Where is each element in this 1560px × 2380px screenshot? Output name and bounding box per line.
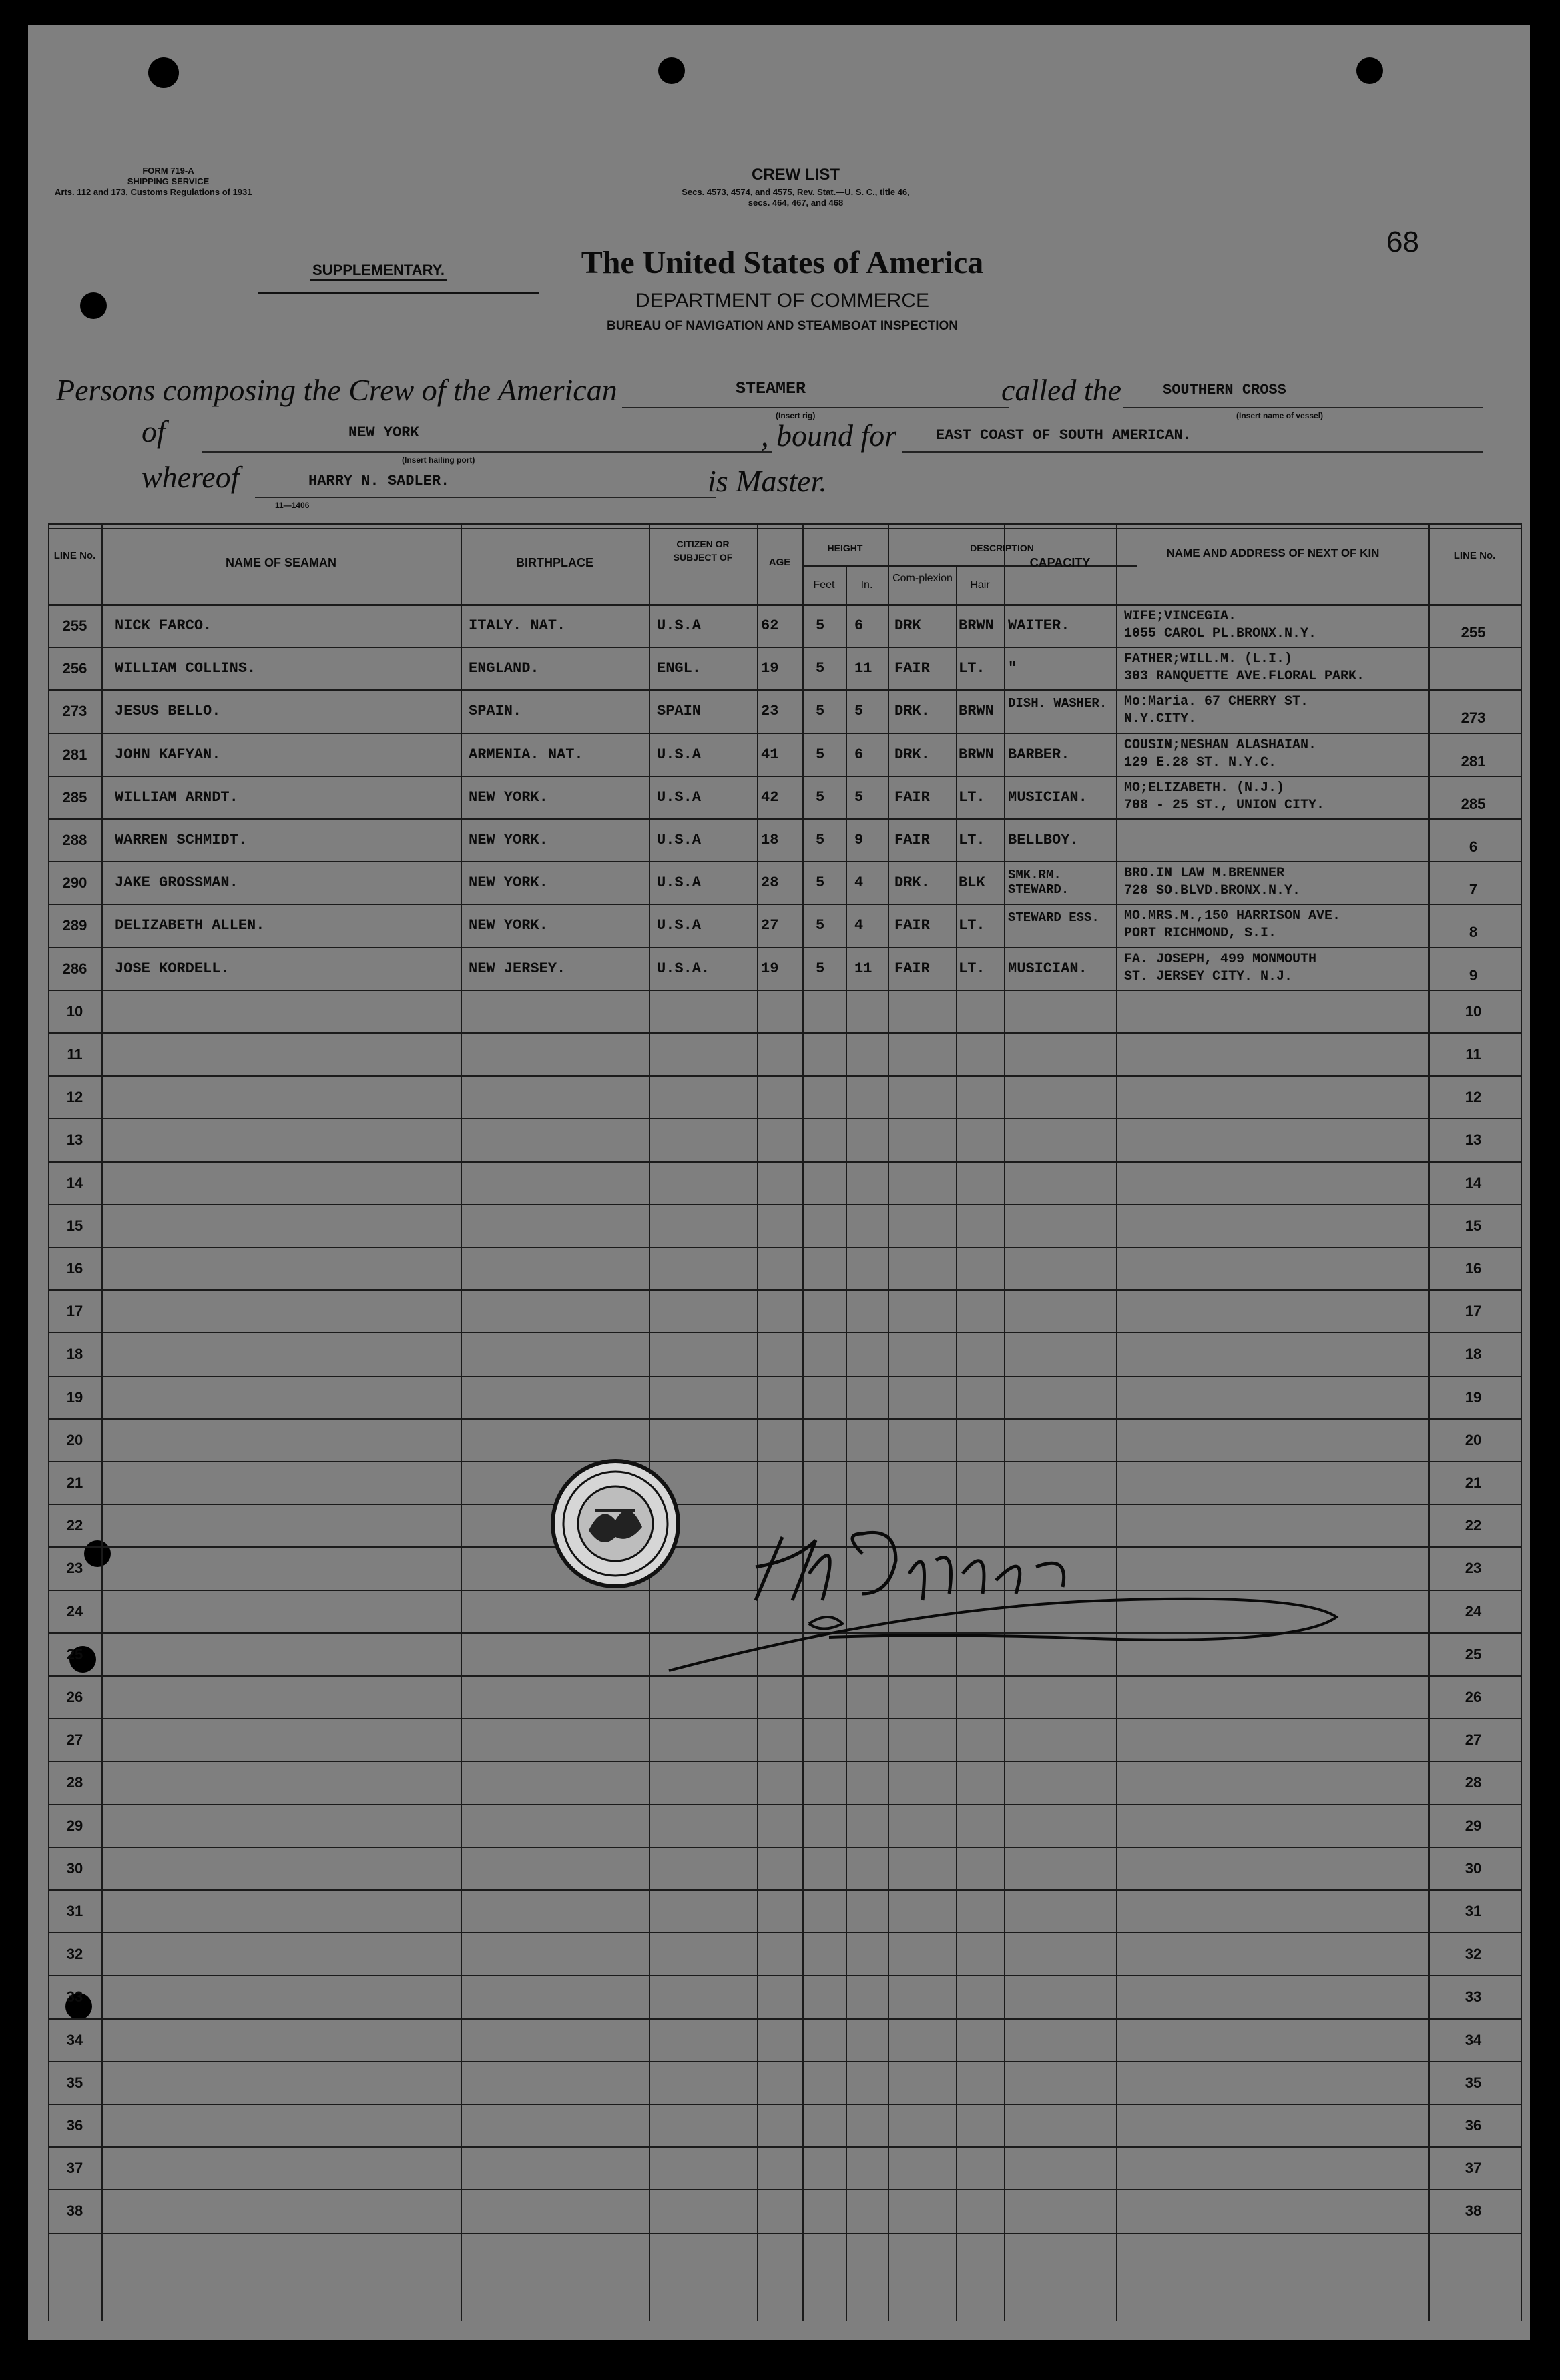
row-rule xyxy=(48,1161,1522,1163)
header-description: DESCRIPTION xyxy=(970,543,1034,553)
cell-feet: 5 xyxy=(816,960,825,977)
master-signature xyxy=(642,1500,1343,1694)
of-label: of xyxy=(142,414,166,449)
line-number: 38 xyxy=(66,2202,83,2220)
header-age: AGE xyxy=(768,557,791,568)
line-number-right: 36 xyxy=(1465,2117,1482,2134)
line-number: 27 xyxy=(66,1731,83,1749)
cell-kin-name: MO.MRS.M.,150 HARRISON AVE. xyxy=(1124,908,1341,924)
line-number-right: 26 xyxy=(1465,1689,1482,1705)
cell-complexion: FAIR xyxy=(894,917,930,934)
row-rule xyxy=(48,1032,1522,1034)
row-rule xyxy=(48,990,1522,991)
cell-inches: 4 xyxy=(854,917,864,934)
rig-value: STEAMER xyxy=(736,379,806,398)
vline xyxy=(956,565,957,2321)
cell-birthplace: NEW YORK. xyxy=(469,917,548,934)
cell-name: WILLIAM ARNDT. xyxy=(115,788,238,806)
cell-capacity: WAITER. xyxy=(1008,617,1070,634)
cell-feet: 5 xyxy=(816,832,825,848)
vline xyxy=(757,523,758,2321)
cell-capacity: DISH. WASHER. xyxy=(1008,696,1107,711)
supplementary-underline xyxy=(258,292,539,294)
cell-complexion: FAIR xyxy=(894,788,930,806)
port-value: NEW YORK xyxy=(348,424,419,441)
cell-age: 19 xyxy=(761,660,779,677)
list-statutes-1: Secs. 4573, 4574, and 4575, Rev. Stat.—U. S. C., title 46, xyxy=(682,187,910,197)
cell-feet: 5 xyxy=(816,874,825,892)
rig-line xyxy=(622,407,1009,408)
cell-feet: 5 xyxy=(816,703,825,720)
cell-hair: BLK xyxy=(959,874,985,892)
line-number-right: 29 xyxy=(1465,1817,1482,1834)
line-number: 17 xyxy=(66,1303,83,1320)
line-number-right: 285 xyxy=(1461,795,1486,812)
cell-name: WARREN SCHMIDT. xyxy=(115,832,248,848)
row-rule xyxy=(48,904,1522,905)
vline xyxy=(846,565,847,2321)
line-number: 256 xyxy=(62,660,87,677)
vline xyxy=(1116,523,1117,2321)
persons-composing-label: Persons composing the Crew of the American xyxy=(56,373,617,407)
line-number-right: 32 xyxy=(1465,1946,1482,1963)
cell-name: JOSE KORDELL. xyxy=(115,960,230,977)
cell-birthplace: ENGLAND. xyxy=(469,660,539,677)
row-rule xyxy=(48,1075,1522,1077)
line-number-right: 21 xyxy=(1465,1474,1482,1491)
cell-birthplace: NEW YORK. xyxy=(469,832,548,848)
cell-complexion: DRK. xyxy=(894,874,930,892)
cell-inches: 6 xyxy=(854,746,864,763)
header-capacity: CAPACITY xyxy=(1029,556,1091,569)
line-number-right: 22 xyxy=(1465,1517,1482,1534)
cell-name: WILLIAM COLLINS. xyxy=(115,660,256,677)
line-number: 15 xyxy=(66,1217,83,1234)
header-citizen: CITIZEN OR SUBJECT OF xyxy=(673,539,733,563)
line-number: 290 xyxy=(62,874,87,892)
vline xyxy=(1521,523,1522,2321)
line-number: 12 xyxy=(66,1089,83,1106)
cell-birthplace: NEW YORK. xyxy=(469,874,548,892)
punch-hole xyxy=(80,292,107,319)
row-rule xyxy=(48,2061,1522,2062)
form-number xyxy=(98,166,238,187)
line-number-right: 11 xyxy=(1465,1046,1481,1063)
cell-citizen: U.S.A xyxy=(657,788,702,806)
cell-complexion: FAIR xyxy=(894,832,930,848)
line-number-right: 12 xyxy=(1465,1089,1482,1106)
line-number-right: 38 xyxy=(1465,2202,1482,2220)
row-rule xyxy=(48,776,1522,777)
row-rule xyxy=(48,2189,1522,2190)
row-rule xyxy=(48,1247,1522,1248)
line-number: 289 xyxy=(62,917,87,934)
form-regulations: Arts. 112 and 173, Customs Regulations of 1931 xyxy=(55,187,252,197)
header-complexion: Com-plexion xyxy=(892,573,953,584)
cell-hair: LT. xyxy=(959,917,985,934)
crew-table xyxy=(48,523,1522,2321)
cell-age: 27 xyxy=(761,917,779,934)
line-number: 33 xyxy=(66,1988,83,2006)
cell-hair: BRWN xyxy=(959,746,994,763)
cell-citizen: U.S.A xyxy=(657,832,702,848)
cell-feet: 5 xyxy=(816,746,825,763)
cell-capacity: MUSICIAN. xyxy=(1008,788,1087,806)
cell-kin-address: 1055 CAROL PL.BRONX.N.Y. xyxy=(1124,626,1317,641)
row-rule xyxy=(48,2104,1522,2105)
row-rule xyxy=(48,2233,1522,2234)
row-rule xyxy=(48,1847,1522,1848)
line-number: 286 xyxy=(62,960,87,977)
is-master-label: is Master. xyxy=(708,464,827,498)
cell-birthplace: NEW YORK. xyxy=(469,788,548,806)
cell-age: 18 xyxy=(761,832,779,848)
punch-hole xyxy=(148,57,179,88)
port-line xyxy=(202,451,772,453)
row-rule xyxy=(48,1289,1522,1291)
row-rule xyxy=(48,1975,1522,1976)
cell-kin-address: N.Y.CITY. xyxy=(1124,711,1197,727)
cell-name: JAKE GROSSMAN. xyxy=(115,874,238,892)
row-rule xyxy=(48,818,1522,820)
line-number: 25 xyxy=(66,1645,83,1663)
destination-line xyxy=(902,451,1483,453)
cell-feet: 5 xyxy=(816,788,825,806)
cell-capacity: BARBER. xyxy=(1008,746,1070,763)
cell-capacity: " xyxy=(1008,660,1017,677)
row-rule xyxy=(48,2146,1522,2148)
row-rule xyxy=(48,861,1522,862)
cell-complexion: FAIR xyxy=(894,960,930,977)
bound-for-label: , bound for xyxy=(761,418,897,453)
cell-kin-name: BRO.IN LAW M.BRENNER xyxy=(1124,866,1285,882)
cell-hair: LT. xyxy=(959,832,985,848)
row-rule xyxy=(48,1204,1522,1205)
line-number: 26 xyxy=(66,1689,83,1705)
cell-birthplace: SPAIN. xyxy=(469,703,522,720)
vline xyxy=(802,523,804,2321)
cell-feet: 5 xyxy=(816,917,825,934)
cell-complexion: FAIR xyxy=(894,660,930,677)
vline xyxy=(888,523,889,2321)
cell-name: JOHN KAFYAN. xyxy=(115,746,221,763)
line-number-right: 17 xyxy=(1465,1303,1482,1320)
line-number: 30 xyxy=(66,1859,83,1877)
line-number: 288 xyxy=(62,832,87,848)
line-number-right: 25 xyxy=(1465,1645,1482,1663)
cell-kin-name: COUSIN;NESHAN ALASHAIAN. xyxy=(1124,737,1317,753)
vline xyxy=(1004,523,1005,2321)
line-number-right: 30 xyxy=(1465,1859,1482,1877)
cell-citizen: U.S.A. xyxy=(657,960,710,977)
header-birthplace: BIRTHPLACE xyxy=(516,556,593,569)
cell-complexion: DRK. xyxy=(894,746,930,763)
line-number: 18 xyxy=(66,1346,83,1363)
line-number: 35 xyxy=(66,2074,83,2091)
table-border-top xyxy=(48,523,1522,525)
cell-citizen: U.S.A xyxy=(657,746,702,763)
cell-hair: LT. xyxy=(959,788,985,806)
cell-birthplace: ITALY. NAT. xyxy=(469,617,566,634)
row-rule xyxy=(48,1118,1522,1119)
line-number-right: 34 xyxy=(1465,2031,1482,2048)
cell-citizen: ENGL. xyxy=(657,660,702,677)
list-title: CREW LIST xyxy=(752,166,840,184)
punch-hole xyxy=(1356,57,1383,84)
line-number: 36 xyxy=(66,2117,83,2134)
row-rule xyxy=(48,1932,1522,1933)
cell-inches: 4 xyxy=(854,874,864,892)
line-number: 29 xyxy=(66,1817,83,1834)
cell-kin-name: WIFE;VINCEGIA. xyxy=(1124,609,1237,624)
line-number-right: 20 xyxy=(1465,1431,1482,1448)
line-number-right: 10 xyxy=(1465,1002,1482,1020)
line-number-right: 15 xyxy=(1465,1217,1482,1234)
row-rule xyxy=(48,1376,1522,1377)
cell-inches: 6 xyxy=(854,617,864,634)
header-line-no: LINE No. xyxy=(53,550,96,561)
line-number: 16 xyxy=(66,1260,83,1277)
line-number-right: 13 xyxy=(1465,1131,1482,1149)
line-number-right: 14 xyxy=(1465,1174,1482,1191)
cell-inches: 11 xyxy=(854,960,872,977)
line-number-right: 255 xyxy=(1461,624,1486,641)
line-number: 20 xyxy=(66,1431,83,1448)
cell-birthplace: NEW JERSEY. xyxy=(469,960,566,977)
cell-kin-address: 129 E.28 ST. N.Y.C. xyxy=(1124,754,1277,770)
cell-kin-name: FATHER;WILL.M. (L.I.) xyxy=(1124,651,1293,667)
line-number: 11 xyxy=(67,1046,83,1063)
cell-age: 28 xyxy=(761,874,779,892)
cell-capacity: SMK.RM. STEWARD. xyxy=(1008,868,1069,898)
line-number-right: 8 xyxy=(1469,924,1478,941)
cell-inches: 9 xyxy=(854,832,864,848)
cell-kin-address: 303 RANQUETTE AVE.FLORAL PARK. xyxy=(1124,669,1365,685)
line-number: 31 xyxy=(66,1903,83,1919)
cell-citizen: U.S.A xyxy=(657,874,702,892)
master-value: HARRY N. SADLER. xyxy=(308,473,450,489)
list-statutes-2: secs. 464, 467, and 468 xyxy=(748,198,844,208)
cell-kin-address: 728 SO.BLVD.BRONX.N.Y. xyxy=(1124,883,1301,899)
cell-age: 41 xyxy=(761,746,779,763)
line-number: 281 xyxy=(62,746,87,763)
vessel-hint: (Insert name of vessel) xyxy=(1236,411,1324,420)
vline xyxy=(461,523,462,2321)
vline xyxy=(1428,523,1430,2321)
cell-capacity: STEWARD ESS. xyxy=(1008,910,1099,926)
line-number-right: 18 xyxy=(1465,1346,1482,1363)
row-rule xyxy=(48,1332,1522,1333)
vessel-line xyxy=(1123,407,1483,408)
line-number-right: 273 xyxy=(1461,709,1486,727)
row-rule xyxy=(48,1804,1522,1805)
vline xyxy=(48,523,49,2321)
page-number: 68 xyxy=(1386,226,1419,258)
bureau-title: BUREAU OF NAVIGATION AND STEAMBOAT INSPECTION xyxy=(606,319,959,333)
row-rule xyxy=(48,2018,1522,2020)
port-hint: (Insert hailing port) xyxy=(402,455,475,465)
line-number: 37 xyxy=(66,2160,83,2177)
destination-value: EAST COAST OF SOUTH AMERICAN. xyxy=(936,427,1192,444)
cell-capacity: BELLBOY. xyxy=(1008,832,1079,848)
cell-inches: 5 xyxy=(854,788,864,806)
line-number-right: 6 xyxy=(1469,838,1478,855)
cell-inches: 11 xyxy=(854,660,872,677)
line-number: 19 xyxy=(66,1388,83,1406)
line-number: 22 xyxy=(66,1517,83,1534)
line-number-right: 37 xyxy=(1465,2160,1482,2177)
form-no: FORM 719-A xyxy=(142,166,194,176)
line-number: 34 xyxy=(66,2031,83,2048)
header-hair: Hair xyxy=(970,579,990,591)
header-next-of-kin: NAME AND ADDRESS OF NEXT OF KIN xyxy=(1166,547,1380,559)
vline xyxy=(649,523,650,2321)
line-number: 273 xyxy=(62,703,87,720)
header-feet: Feet xyxy=(813,579,835,591)
line-number: 28 xyxy=(66,1774,83,1791)
row-rule xyxy=(48,1418,1522,1420)
line-number: 32 xyxy=(66,1946,83,1963)
vline xyxy=(101,523,103,2321)
cell-kin-address: ST. JERSEY CITY. N.J. xyxy=(1124,968,1293,984)
vessel-value: SOUTHERN CROSS xyxy=(1163,382,1286,398)
country-title: The United States of America xyxy=(581,245,984,280)
row-rule xyxy=(48,1461,1522,1462)
line-number: 14 xyxy=(66,1174,83,1191)
cell-kin-name: MO;ELIZABETH. (N.J.) xyxy=(1124,780,1285,796)
cell-hair: LT. xyxy=(959,960,985,977)
line-number: 13 xyxy=(66,1131,83,1149)
line-number-right: 16 xyxy=(1465,1260,1482,1277)
header-height: HEIGHT xyxy=(827,543,863,553)
cell-name: JESUS BELLO. xyxy=(115,703,221,720)
header-name: NAME OF SEAMAN xyxy=(226,556,336,569)
cell-hair: BRWN xyxy=(959,703,994,720)
punch-hole xyxy=(658,57,685,84)
cell-age: 23 xyxy=(761,703,779,720)
form-service: SHIPPING SERVICE xyxy=(127,176,210,186)
cell-complexion: DRK. xyxy=(894,703,930,720)
line-number-right: 23 xyxy=(1465,1560,1482,1577)
line-number-right: 7 xyxy=(1469,881,1478,898)
cell-kin-name: Mo:Maria. 67 CHERRY ST. xyxy=(1124,694,1309,710)
header-line-no-right: LINE No. xyxy=(1453,550,1496,561)
row-rule xyxy=(48,1761,1522,1762)
department-title: DEPARTMENT OF COMMERCE xyxy=(635,290,930,312)
rig-hint: (Insert rig) xyxy=(776,411,816,420)
cell-feet: 5 xyxy=(816,660,825,677)
line-number-right: 35 xyxy=(1465,2074,1482,2091)
cell-age: 19 xyxy=(761,960,779,977)
header-inches: In. xyxy=(860,579,873,591)
line-number: 255 xyxy=(62,617,87,634)
line-number: 21 xyxy=(66,1474,83,1491)
row-rule xyxy=(48,1889,1522,1891)
line-number-right: 31 xyxy=(1465,1903,1482,1919)
line-number-right: 9 xyxy=(1469,966,1478,984)
cell-kin-name: FA. JOSEPH, 499 MONMOUTH xyxy=(1124,951,1317,967)
line-number: 10 xyxy=(66,1002,83,1020)
row-rule xyxy=(48,689,1522,691)
supplementary-label: SUPPLEMENTARY. xyxy=(310,262,447,281)
line-number: 23 xyxy=(66,1560,83,1577)
line-number: 285 xyxy=(62,788,87,806)
table-border-top-inner xyxy=(48,528,1522,529)
cell-citizen: U.S.A xyxy=(657,917,702,934)
row-rule xyxy=(48,947,1522,948)
whereof-label: whereof xyxy=(142,460,240,494)
cell-birthplace: ARMENIA. NAT. xyxy=(469,746,583,763)
table-header-bottom xyxy=(48,604,1522,606)
row-rule xyxy=(48,647,1522,648)
cell-complexion: DRK xyxy=(894,617,921,634)
line-number-right: 28 xyxy=(1465,1774,1482,1791)
cell-hair: BRWN xyxy=(959,617,994,634)
cell-age: 62 xyxy=(761,617,779,634)
crew-list-form xyxy=(28,25,1530,2340)
cell-age: 42 xyxy=(761,788,779,806)
master-line xyxy=(255,497,716,498)
line-number: 24 xyxy=(66,1602,83,1620)
line-number-right: 281 xyxy=(1461,752,1486,770)
cell-capacity: MUSICIAN. xyxy=(1008,960,1087,977)
cell-citizen: U.S.A xyxy=(657,617,702,634)
line-number-right: 33 xyxy=(1465,1988,1482,2006)
cell-name: DELIZABETH ALLEN. xyxy=(115,917,265,934)
cell-kin-address: 708 - 25 ST., UNION CITY. xyxy=(1124,797,1325,813)
cell-hair: LT. xyxy=(959,660,985,677)
line-number-right: 24 xyxy=(1465,1602,1482,1620)
cell-feet: 5 xyxy=(816,617,825,634)
cell-kin-address: PORT RICHMOND, S.I. xyxy=(1124,926,1277,942)
line-number-right: 27 xyxy=(1465,1731,1482,1749)
cell-inches: 5 xyxy=(854,703,864,720)
print-code: 11—1406 xyxy=(275,501,310,510)
called-the-label: called the xyxy=(1001,373,1122,407)
row-rule xyxy=(48,1718,1522,1719)
line-number-right: 19 xyxy=(1465,1388,1482,1406)
cell-citizen: SPAIN xyxy=(657,703,702,720)
cell-name: NICK FARCO. xyxy=(115,617,212,634)
row-rule xyxy=(48,733,1522,734)
